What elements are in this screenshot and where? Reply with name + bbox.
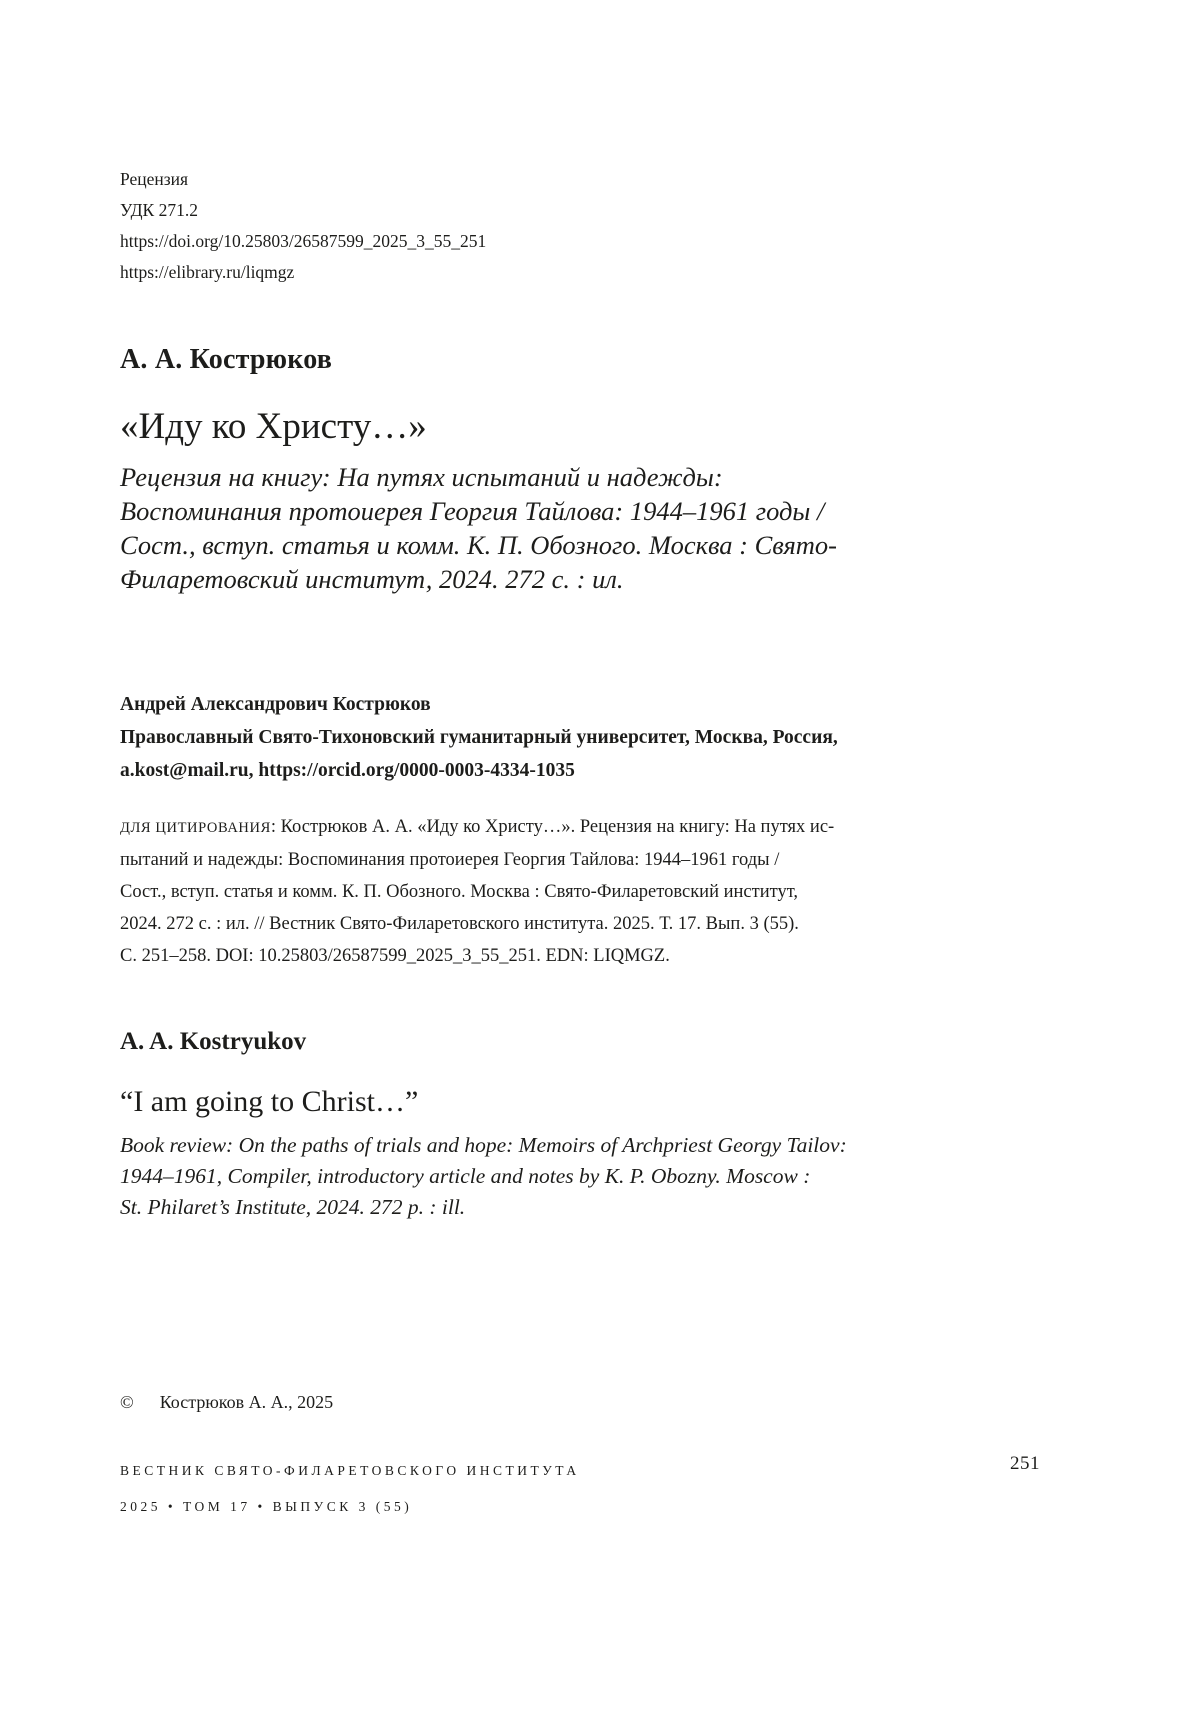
elibrary-link[interactable]: https://elibrary.ru/liqmgz bbox=[120, 262, 295, 282]
citation-line-text: : Кострюков А. А. «Иду ко Христу…». Рецензия на книгу: На путях ис- bbox=[270, 817, 835, 837]
author-name-en: A. A. Kostryukov bbox=[120, 1028, 307, 1055]
author-info-block bbox=[120, 688, 1050, 787]
footer-journal-name: ВЕСТНИК СВЯТО-ФИЛАРЕТОВСКОГО ИНСТИТУТА bbox=[120, 1463, 580, 1478]
subtitle-line-en: St. Philaret’s Institute, 2024. 272 p. : ill. bbox=[120, 1195, 466, 1219]
author-name-ru: А. А. Кострюков bbox=[120, 344, 333, 375]
subtitle-line: Рецензия на книгу: На путях испытаний и надежды: bbox=[120, 462, 723, 492]
subtitle-line-en: Book review: On the paths of trials and hope: Memoirs of Archpriest Georgy Tailov: bbox=[120, 1133, 847, 1157]
author-contacts-link[interactable]: a.kost@mail.ru, https://orcid.org/0000-0003-4334-1035 bbox=[120, 760, 575, 781]
copyright-line bbox=[120, 1392, 333, 1413]
subtitle-line: Воспоминания протоиерея Георгия Тайлова: 1944–1961 годы / bbox=[120, 496, 825, 526]
article-meta-block bbox=[120, 0, 1050, 288]
footer-issue-info: 2025 • ТОМ 17 • ВЫПУСК 3 (55) bbox=[120, 1499, 413, 1514]
text-column bbox=[120, 0, 1050, 1223]
journal-footer bbox=[120, 1453, 1080, 1525]
page-number: 251 bbox=[1010, 1453, 1040, 1474]
subtitle-line-en: 1944–1961, Compiler, introductory article and notes by K. P. Obozny. Moscow : bbox=[120, 1164, 811, 1188]
citation-line: пытаний и надежды: Воспоминания протоиерея Георгия Тайлова: 1944–1961 годы / bbox=[120, 850, 780, 870]
article-subtitle-en bbox=[120, 1130, 1050, 1223]
doi-link[interactable]: https://doi.org/10.25803/26587599_2025_3_55_251 bbox=[120, 231, 487, 251]
article-subtitle-ru bbox=[120, 460, 1050, 596]
citation-line: Сост., вступ. статья и комм. К. П. Обозного. Москва : Свято-Филаретовский институт, bbox=[120, 882, 799, 902]
citation-block bbox=[120, 811, 1050, 972]
subtitle-line: Сост., вступ. статья и комм. К. П. Обозного. Москва : Свято- bbox=[120, 530, 837, 560]
subtitle-line: Филаретовский институт, 2024. 272 с. : ил. bbox=[120, 564, 624, 594]
author-affiliation: Православный Свято-Тихоновский гуманитарный университет, Москва, Россия, bbox=[120, 727, 838, 748]
citation-line bbox=[120, 811, 1050, 844]
citation-line: С. 251–258. DOI: 10.25803/26587599_2025_3_55_251. EDN: LIQMGZ. bbox=[120, 946, 670, 966]
genre-label: Рецензия bbox=[120, 169, 189, 189]
copyright-text: Кострюков А. А., 2025 bbox=[159, 1392, 334, 1412]
copyright-symbol: © bbox=[120, 1392, 134, 1412]
author-full-name: Андрей Александрович Кострюков bbox=[120, 694, 431, 715]
citation-label: ДЛЯ ЦИТИРОВАНИЯ bbox=[120, 820, 271, 836]
citation-line: 2024. 272 с. : ил. // Вестник Свято-Филаретовского института. 2025. Т. 17. Вып. 3 (55). bbox=[120, 914, 799, 934]
article-title-en: “I am going to Christ…” bbox=[120, 1085, 419, 1118]
article-title-ru: «Иду ко Христу…» bbox=[120, 406, 427, 447]
udc-label: УДК 271.2 bbox=[120, 200, 198, 220]
